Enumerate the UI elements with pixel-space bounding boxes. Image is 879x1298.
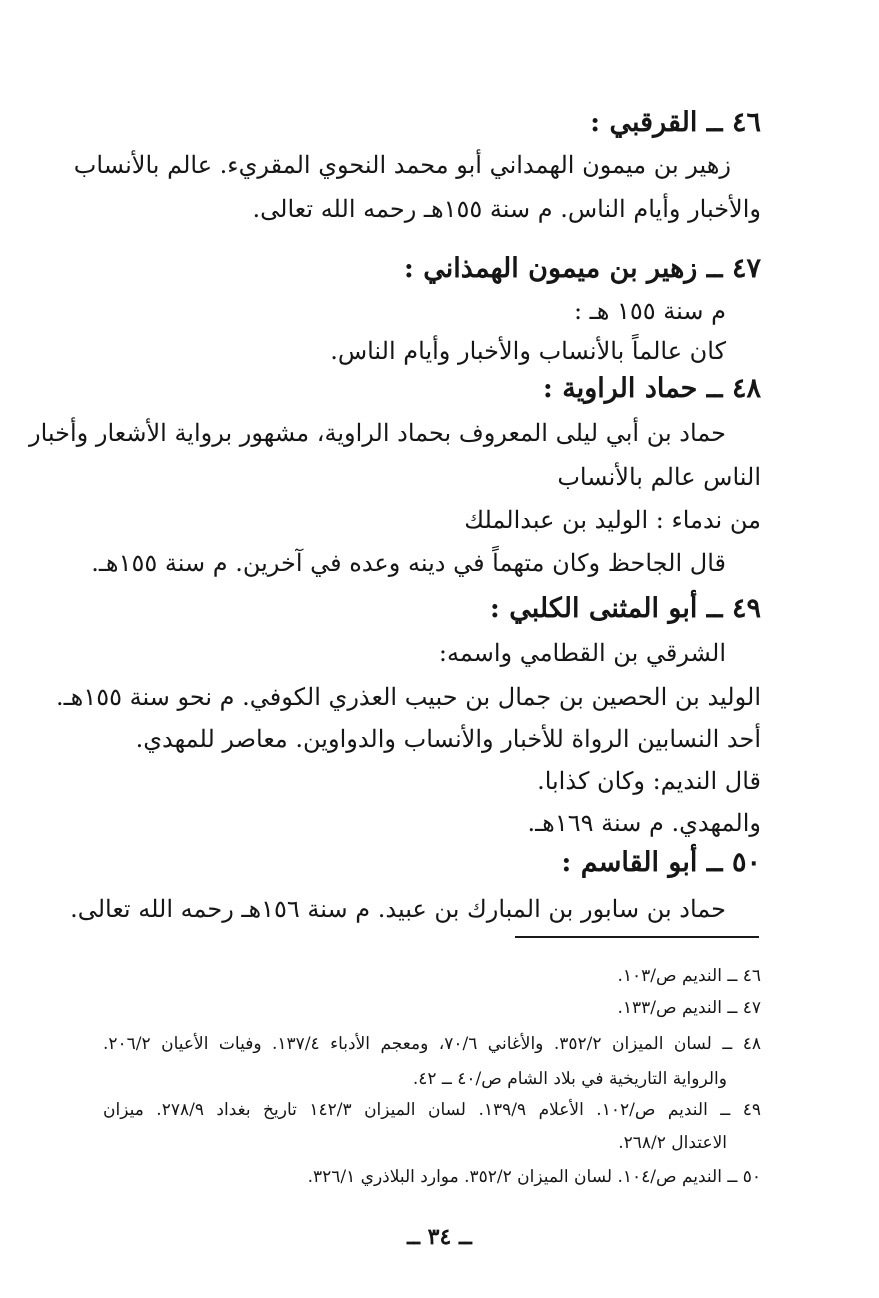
footnote-divider [515,936,759,938]
entry-48-heading: ٤٨ ــ حماد الراوية : [542,373,761,404]
entry-50-heading: ٥٠ ــ أبو القاسم : [561,847,761,878]
entry-49-heading: ٤٩ ــ أبو المثنى الكلبي : [489,593,761,624]
footnote-49: ٤٩ ــ النديم ص/١٠٢. الأعلام ١٣٩/٩. لسان الميزان ١٤٢/٣ تاريخ بغداد ٢٧٨/٩. ميزان [103,1100,761,1120]
footnote-50: ٥٠ ــ النديم ص/١٠٤. لسان الميزان ٣٥٢/٢. موارد البلاذري ٣٢٦/١. [307,1167,761,1187]
footnote-48: ٤٨ ــ لسان الميزان ٣٥٢/٢. والأغاني ٧٠/٦، ومعجم الأدباء ١٣٧/٤. وفيات الأعيان ٢٠٦/٢. [103,1034,761,1054]
entry-49-line-4: قال النديم: وكان كذابا. [537,767,761,795]
entry-48-line-1: حماد بن أبي ليلى المعروف بحماد الراوية، مشهور برواية الأشعار وأخبار [29,419,726,447]
entry-46-heading: ٤٦ ــ القرقبي : [590,107,761,138]
entry-48-line-4: قال الجاحظ وكان متهماً في دينه وعده في آخرين. م سنة ١٥٥هـ. [91,549,726,577]
entry-47-line-1: م سنة ١٥٥ هـ : [573,297,726,325]
entry-49-line-2: الوليد بن الحصين بن جمال بن حبيب العذري الكوفي. م نحو سنة ١٥٥هـ. [56,683,761,711]
entry-48-line-3: من ندماء : الوليد بن عبدالملك [464,506,761,534]
entry-49-line-1: الشرقي بن القطامي واسمه: [438,639,726,667]
entry-49-line-5: والمهدي. م سنة ١٦٩هـ. [527,809,761,837]
footnote-47: ٤٧ ــ النديم ص/١٣٣. [617,998,761,1018]
entry-46-line-1: زهير بن ميمون الهمداني أبو محمد النحوي المقريء. عالم بالأنساب [73,151,731,179]
entry-49-line-3: أحد النسابين الرواة للأخبار والأنساب والدواوين. معاصر للمهدي. [135,725,761,753]
footnote-48-continuation: والرواية التاريخية في بلاد الشام ص/٤٠ ــ ٤٢. [412,1069,727,1089]
entry-50-line-1: حماد بن سابور بن المبارك بن عبيد. م سنة ١٥٦هـ رحمه الله تعالى. [70,895,726,923]
entry-46-line-2: والأخبار وأيام الناس. م سنة ١٥٥هـ رحمه الله تعالى. [252,195,761,223]
footnote-46: ٤٦ ــ النديم ص/١٠٣. [617,966,761,986]
page-number: ــ ٣٤ ــ [407,1224,472,1250]
entry-47-heading: ٤٧ ــ زهير بن ميمون الهمذاني : [403,253,761,284]
entry-48-line-2: الناس عالم بالأنساب [557,463,761,491]
entry-47-line-2: كان عالماً بالأنساب والأخبار وأيام الناس. [330,337,726,365]
footnote-49-continuation: الاعتدال ٢٦٨/٢. [618,1133,727,1153]
